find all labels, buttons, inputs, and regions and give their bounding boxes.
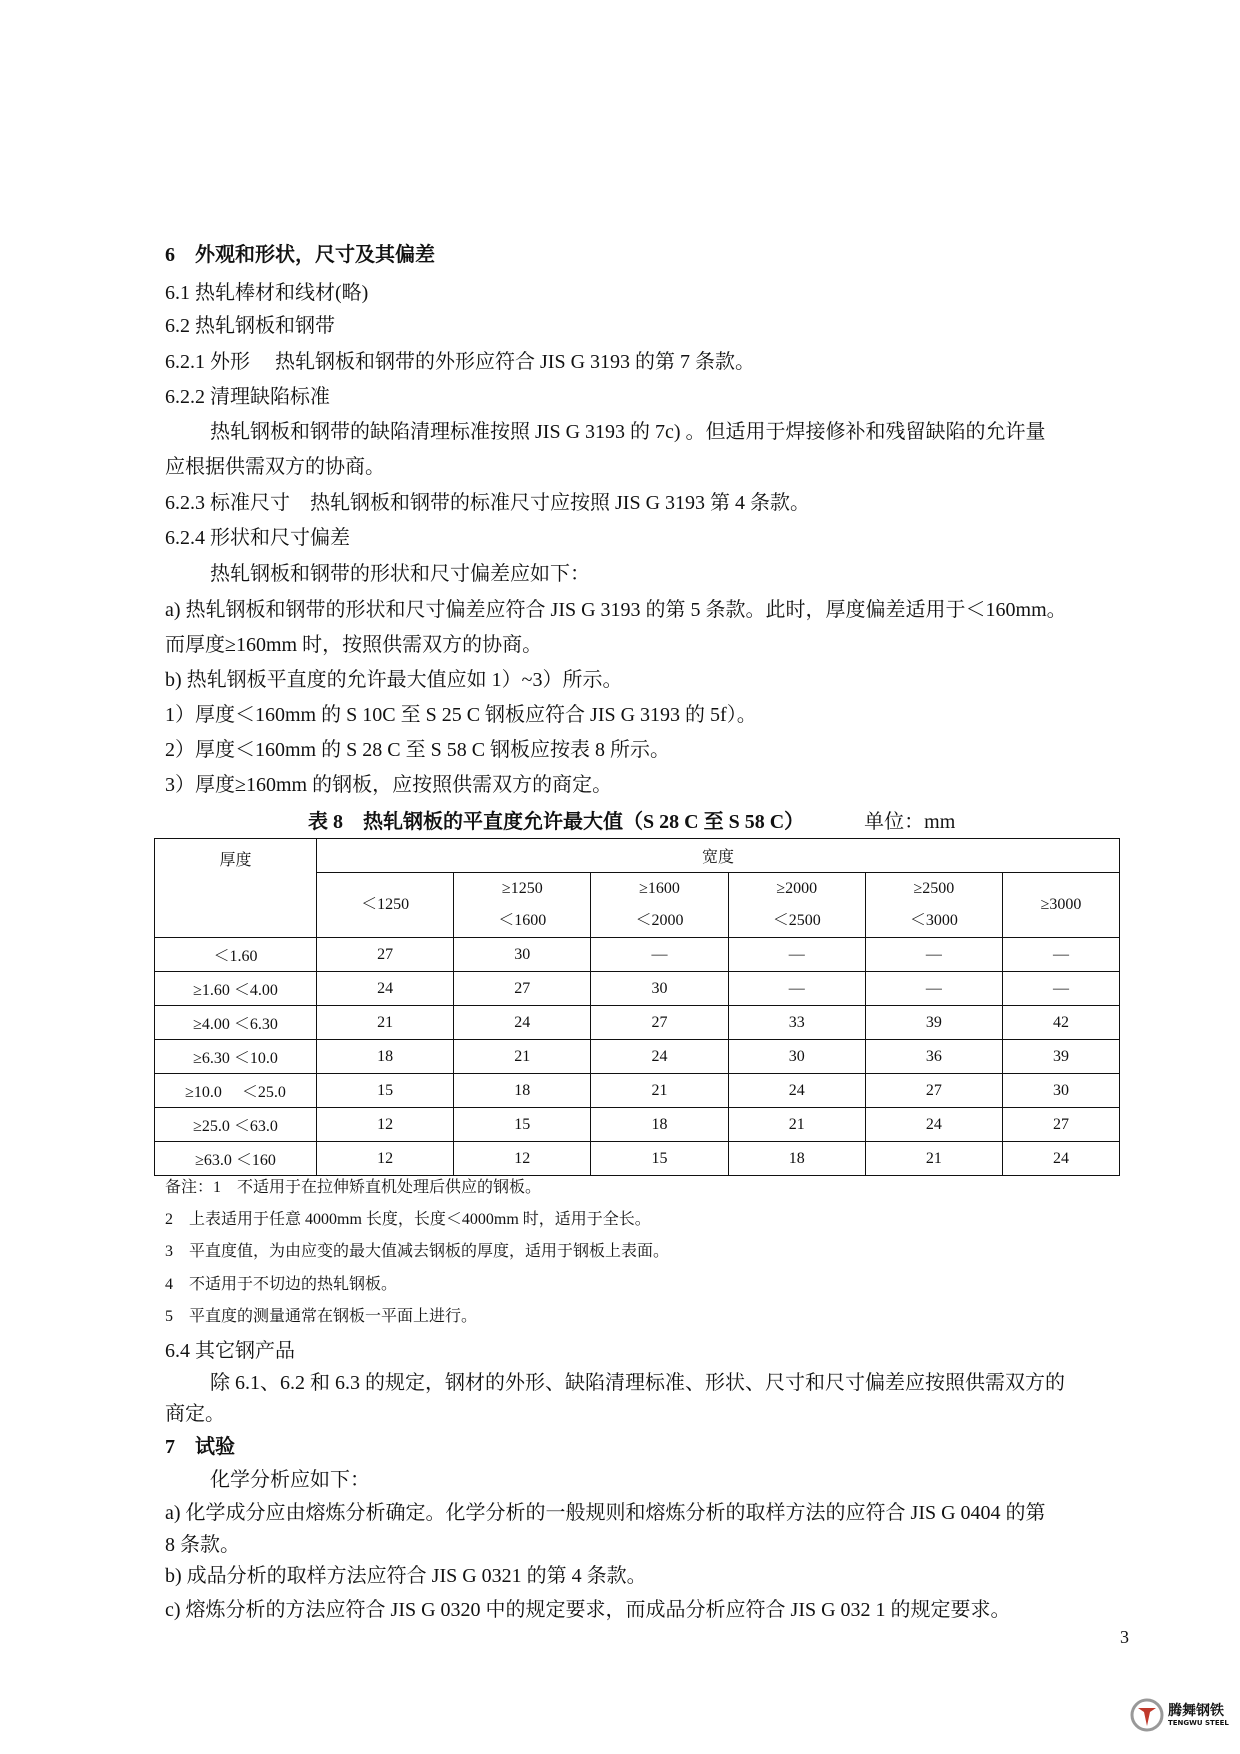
paragraph: c) 熔炼分析的方法应符合 JIS G 0320 中的规定要求，而成品分析应符合 JIS G 032 1 的规定要求。	[165, 1599, 1011, 1621]
table-cell: 18	[591, 1108, 728, 1142]
table-header-row	[155, 839, 1120, 873]
paragraph: 化学分析应如下：	[210, 1469, 370, 1491]
table-cell: 12	[454, 1142, 591, 1176]
table-row	[155, 938, 1120, 972]
paragraph: 2）厚度＜160mm 的 S 28 C 至 S 58 C 钢板应按表 8 所示。	[165, 739, 671, 761]
logo-emblem-icon	[1130, 1698, 1164, 1732]
table-cell: 18	[728, 1142, 865, 1176]
column-header-line: ≥1600	[639, 880, 680, 897]
column-header-line: ＜2000	[635, 912, 684, 929]
paragraph: 应根据供需双方的协商。	[165, 456, 385, 478]
column-header-line: ≥1250	[501, 880, 543, 897]
paragraph: 热轧钢板和钢带的形状和尺寸偏差应如下：	[210, 563, 590, 585]
table-cell: —	[728, 972, 865, 1006]
table-cell: 24	[317, 972, 454, 1006]
table-cell: —	[865, 972, 1002, 1006]
paragraph: 6.2 热轧钢板和钢带	[165, 315, 335, 337]
table-cell: 21	[317, 1006, 454, 1040]
paragraph: 3）厚度≥160mm 的钢板，应按照供需双方的商定。	[165, 774, 613, 796]
column-header-line: ≥2000	[776, 880, 818, 897]
section-6-heading: 6 外观和形状，尺寸及其偏差	[165, 244, 435, 266]
column-header-line: ≥3000	[1040, 896, 1082, 913]
row-label: ≥10.0 ＜25.0	[155, 1074, 317, 1108]
table-cell: 24	[591, 1040, 728, 1074]
column-header-line: ＜2500	[772, 912, 821, 929]
note: 4 不适用于不切边的热轧钢板。	[165, 1276, 398, 1293]
logo-subtitle: TENGWU STEEL	[1168, 1719, 1229, 1727]
note: 2 上表适用于任意 4000mm 长度，长度＜4000mm 时，适用于全长。	[165, 1211, 651, 1228]
table-cell: 39	[865, 1006, 1002, 1040]
row-header-thickness: 厚度	[155, 839, 317, 938]
table-unit: 单位：mm	[864, 811, 956, 833]
table-cell: 30	[591, 972, 728, 1006]
column-header-line: ＜1600	[498, 912, 547, 929]
table-cell: 33	[728, 1006, 865, 1040]
paragraph: 6.4 其它钢产品	[165, 1340, 295, 1362]
table-cell: 27	[865, 1074, 1002, 1108]
table-cell: 21	[591, 1074, 728, 1108]
paragraph: 6.2.1 外形 热轧钢板和钢带的外形应符合 JIS G 3193 的第 7 条款。	[165, 351, 756, 373]
paragraph: a) 热轧钢板和钢带的形状和尺寸偏差应符合 JIS G 3193 的第 5 条款。此时，厚度偏差适用于＜160mm。	[165, 599, 1067, 621]
table-cell: 15	[591, 1142, 728, 1176]
column-header-line: ＜1250	[361, 896, 410, 913]
column-header-line: ＜3000	[909, 912, 958, 929]
section-7-heading: 7 试验	[165, 1436, 235, 1458]
paragraph: 8 条款。	[165, 1534, 240, 1556]
row-label: ≥1.60 ＜4.00	[155, 972, 317, 1006]
paragraph: 热轧钢板和钢带的缺陷清理标准按照 JIS G 3193 的 7c) 。但适用于焊接修补和残留缺陷的允许量	[210, 421, 1046, 443]
column-header	[591, 873, 728, 938]
table-row	[155, 972, 1120, 1006]
column-group-width: 宽度	[317, 839, 1120, 873]
table-cell: 30	[454, 938, 591, 972]
table-caption	[308, 810, 955, 834]
table-cell: —	[865, 938, 1002, 972]
paragraph: b) 热轧钢板平直度的允许最大值应如 1）~3）所示。	[165, 669, 623, 691]
table-cell: 24	[865, 1108, 1002, 1142]
paragraph: b) 成品分析的取样方法应符合 JIS G 0321 的第 4 条款。	[165, 1565, 647, 1587]
table-cell: 24	[454, 1006, 591, 1040]
column-header	[317, 873, 454, 938]
note: 3 平直度值，为由应变的最大值减去钢板的厚度，适用于钢板上表面。	[165, 1243, 670, 1260]
row-label: ≥4.00 ＜6.30	[155, 1006, 317, 1040]
table-cell: —	[1003, 972, 1120, 1006]
table-row	[155, 1006, 1120, 1040]
table-cell: 18	[317, 1040, 454, 1074]
table-cell: 12	[317, 1142, 454, 1176]
row-label: ≥6.30 ＜10.0	[155, 1040, 317, 1074]
paragraph: a) 化学成分应由熔炼分析确定。化学分析的一般规则和熔炼分析的取样方法的应符合 JIS G 0404 的第	[165, 1502, 1046, 1524]
paragraph: 而厚度≥160mm 时，按照供需双方的协商。	[165, 634, 543, 656]
table-cell: —	[591, 938, 728, 972]
table-row	[155, 1040, 1120, 1074]
table-cell: 27	[591, 1006, 728, 1040]
company-logo	[1130, 1698, 1229, 1732]
paragraph: 6.2.3 标准尺寸 热轧钢板和钢带的标准尺寸应按照 JIS G 3193 第 4 条款。	[165, 492, 811, 514]
table-row	[155, 1074, 1120, 1108]
table-cell: 15	[454, 1108, 591, 1142]
paragraph: 6.2.2 清理缺陷标准	[165, 386, 330, 408]
row-label: ≥63.0 ＜160	[155, 1142, 317, 1176]
paragraph: 6.1 热轧棒材和线材(略)	[165, 282, 369, 304]
table-cell: 39	[1003, 1040, 1120, 1074]
paragraph: 除 6.1、6.2 和 6.3 的规定，钢材的外形、缺陷清理标准、形状、尺寸和尺寸偏差应按照供需双方的	[210, 1372, 1065, 1394]
table-cell: 21	[454, 1040, 591, 1074]
column-header	[1003, 873, 1120, 938]
row-label: ＜1.60	[155, 938, 317, 972]
table-cell: 27	[454, 972, 591, 1006]
table-cell: 30	[728, 1040, 865, 1074]
column-header-line: ≥2500	[913, 880, 955, 897]
table-cell: 15	[317, 1074, 454, 1108]
table-cell: 36	[865, 1040, 1002, 1074]
page-number: 3	[1120, 1627, 1129, 1647]
table-cell: —	[1003, 938, 1120, 972]
table-title: 表 8 热轧钢板的平直度允许最大值（S 28 C 至 S 58 C）	[308, 811, 805, 833]
table-cell: 30	[1003, 1074, 1120, 1108]
table-row	[155, 1108, 1120, 1142]
column-header	[454, 873, 591, 938]
table-cell: 27	[317, 938, 454, 972]
table-cell: 21	[728, 1108, 865, 1142]
paragraph: 1）厚度＜160mm 的 S 10C 至 S 25 C 钢板应符合 JIS G 3193 的 5f）。	[165, 704, 757, 726]
paragraph: 6.2.4 形状和尺寸偏差	[165, 527, 350, 549]
column-header	[865, 873, 1002, 938]
note: 备注：1 不适用于在拉伸矫直机处理后供应的钢板。	[165, 1179, 542, 1196]
table-cell: 24	[728, 1074, 865, 1108]
table-cell: 18	[454, 1074, 591, 1108]
column-header	[728, 873, 865, 938]
table-cell: 42	[1003, 1006, 1120, 1040]
note: 5 平直度的测量通常在钢板一平面上进行。	[165, 1308, 478, 1325]
table-cell: 21	[865, 1142, 1002, 1176]
table-cell: 24	[1003, 1142, 1120, 1176]
table-cell: 27	[1003, 1108, 1120, 1142]
flatness-table	[154, 838, 1120, 1176]
paragraph: 商定。	[165, 1403, 225, 1425]
table-row	[155, 1142, 1120, 1176]
table-cell: 12	[317, 1108, 454, 1142]
table-cell: —	[728, 938, 865, 972]
row-label: ≥25.0 ＜63.0	[155, 1108, 317, 1142]
logo-name: 腾舞钢铁	[1168, 1703, 1224, 1719]
